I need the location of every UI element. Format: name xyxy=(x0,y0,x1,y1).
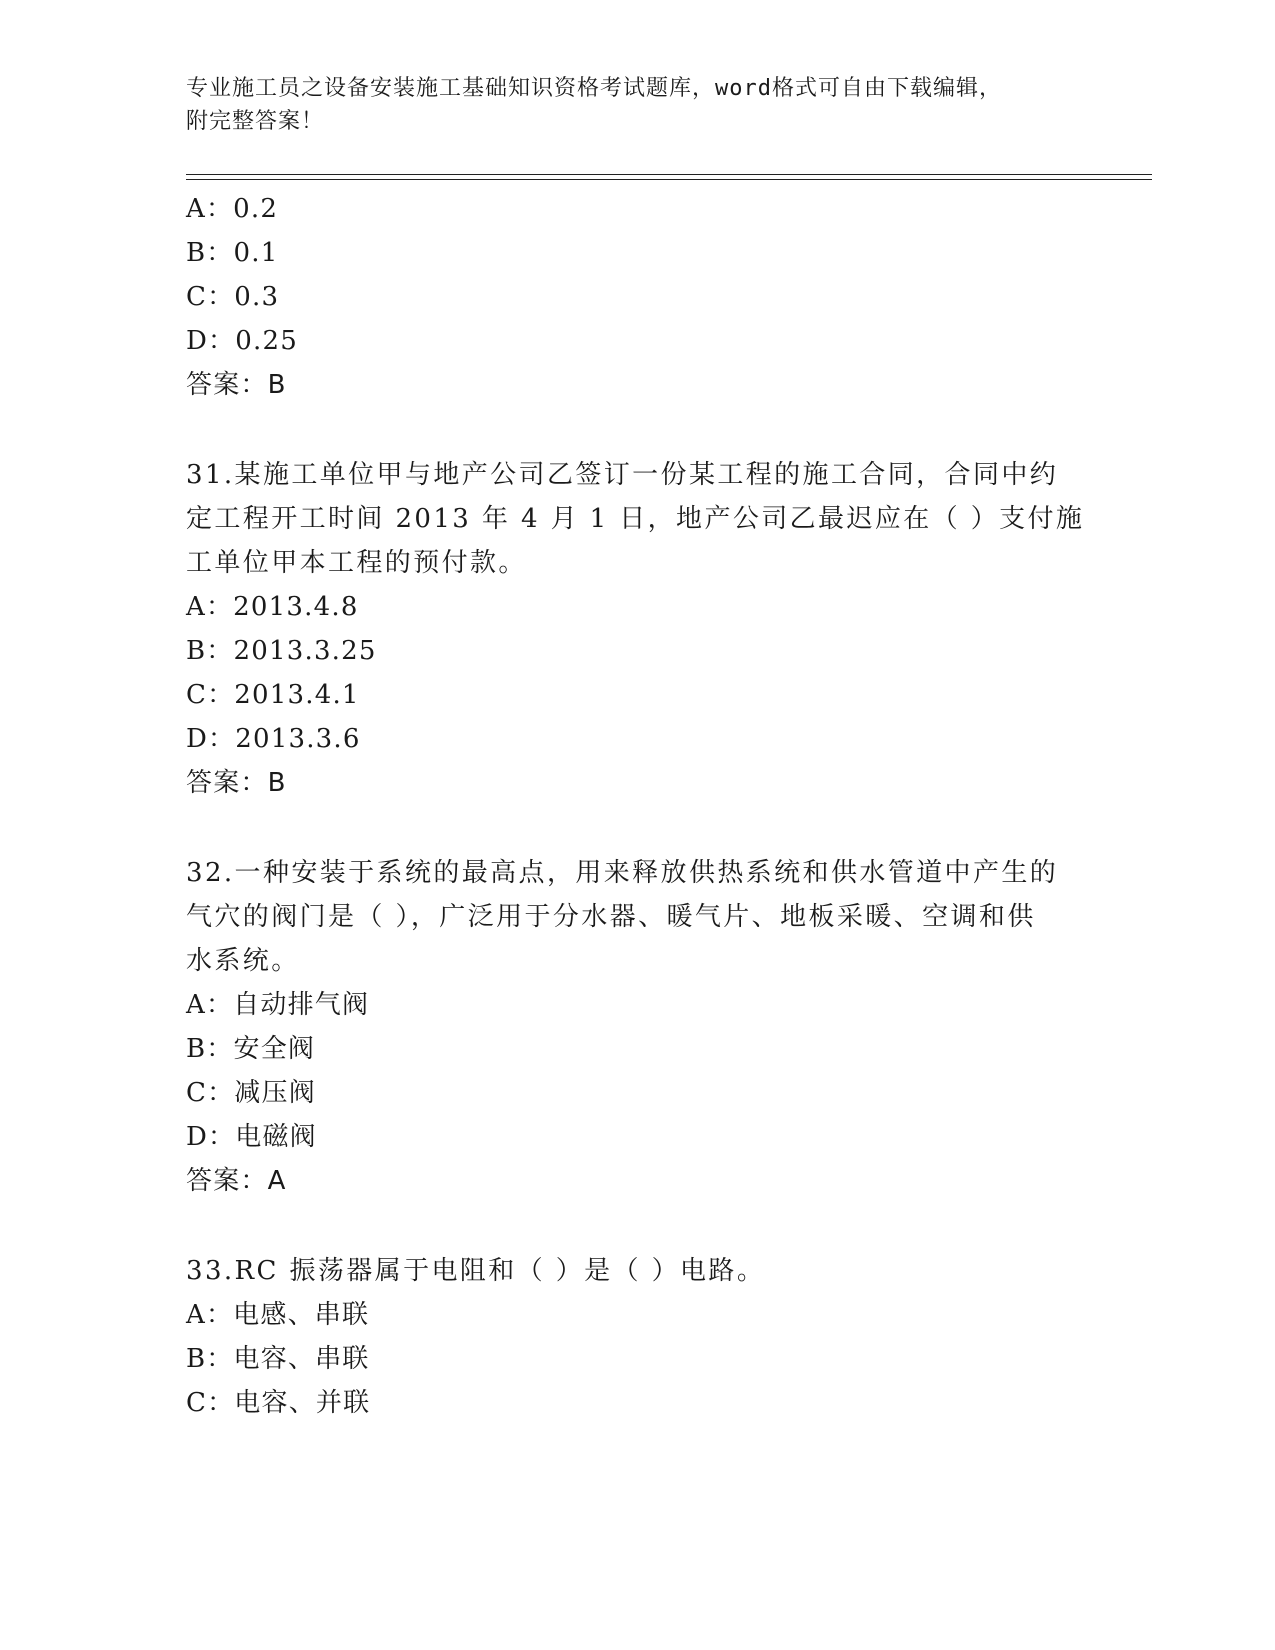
header-text-word: word xyxy=(715,76,772,101)
header-line-1 xyxy=(186,72,1086,105)
header-divider-bottom xyxy=(186,179,1152,180)
document-header xyxy=(186,72,1086,138)
option-c: C：2013.4.1 xyxy=(186,680,360,710)
question-text-line: 定工程开工时间 2013 年 4 月 1 日，地产公司乙最迟应在（ ）支付施 xyxy=(186,504,1085,534)
option-b: B：安全阀 xyxy=(186,1034,316,1064)
answer: 答案：B xyxy=(186,370,287,400)
option-d: D：0.25 xyxy=(186,326,298,356)
option-c: C：电容、并联 xyxy=(186,1388,371,1418)
option-b: B：电容、串联 xyxy=(186,1344,370,1374)
header-divider-top xyxy=(186,174,1152,175)
question-text-line: 水系统。 xyxy=(186,946,300,976)
answer: 答案：A xyxy=(186,1166,287,1196)
option-a: A：2013.4.8 xyxy=(186,592,359,622)
question-text-line: 气穴的阀门是（ ），广泛用于分水器、暖气片、地板采暖、空调和供 xyxy=(186,902,1036,932)
question-text-line: 31.某施工单位甲与地产公司乙签订一份某工程的施工合同，合同中约 xyxy=(186,460,1059,490)
question-text-line: 工单位甲本工程的预付款。 xyxy=(186,548,527,578)
answer: 答案：B xyxy=(186,768,287,798)
option-d: D：2013.3.6 xyxy=(186,724,361,754)
question-text-line: 33.RC 振荡器属于电阻和（ ）是（ ）电路。 xyxy=(186,1256,766,1286)
option-d: D：电磁阀 xyxy=(186,1122,317,1152)
option-a: A：电感、串联 xyxy=(186,1300,370,1330)
option-a: A：0.2 xyxy=(186,194,279,224)
question-text-line: 32.一种安装于系统的最高点，用来释放供热系统和供水管道中产生的 xyxy=(186,858,1059,888)
option-b: B：2013.3.25 xyxy=(186,636,377,666)
header-line-2: 附完整答案！ xyxy=(186,109,325,134)
option-c: C：0.3 xyxy=(186,282,280,312)
header-text-1: 专业施工员之设备安装施工基础知识资格考试题库， xyxy=(186,76,716,101)
header-text-2: 格式可自由下载编辑， xyxy=(772,76,1003,101)
option-a: A：自动排气阀 xyxy=(186,990,370,1020)
option-c: C：减压阀 xyxy=(186,1078,316,1108)
option-b: B：0.1 xyxy=(186,238,279,268)
